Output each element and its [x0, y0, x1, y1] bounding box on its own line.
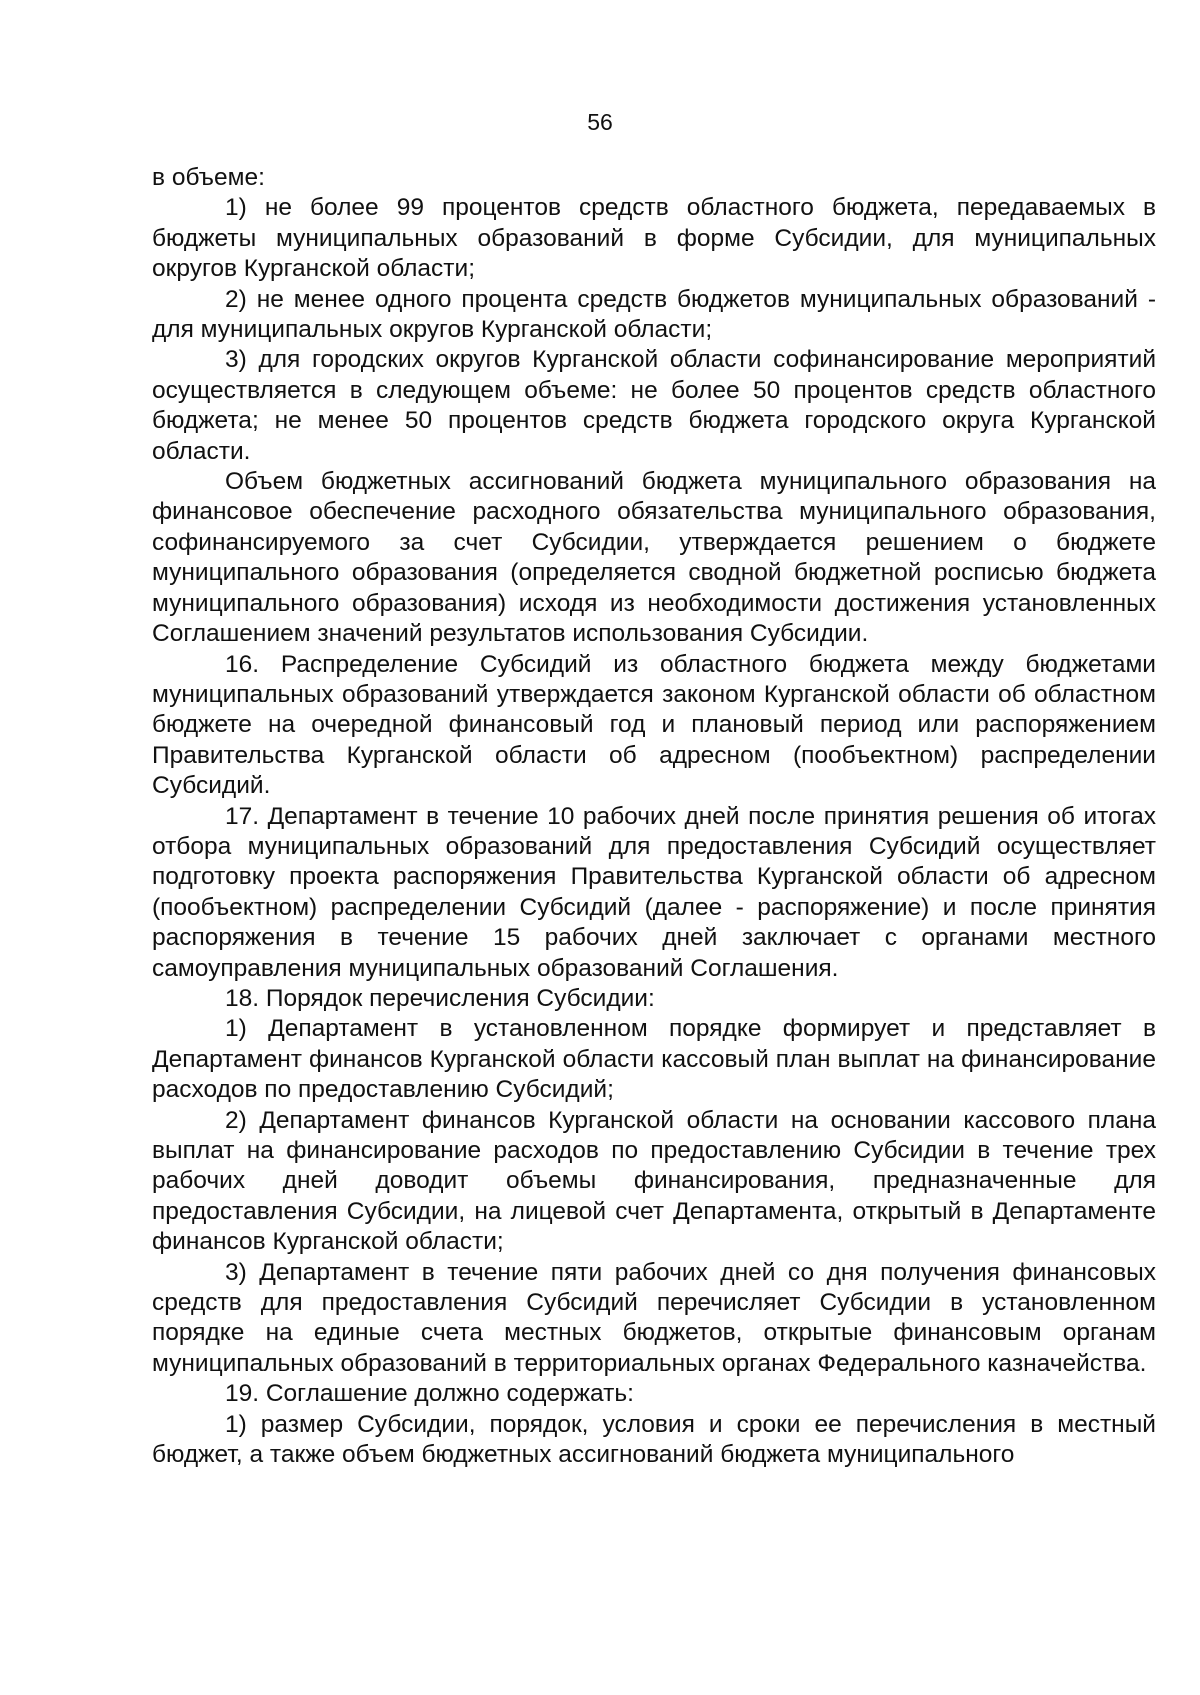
paragraph-section-17: 17. Департамент в течение 10 рабочих дней после принятия решения об итогах отбора муниципальных образований для предоставления Субсидий осуществляет подготовку проекта распоряжения Правительства Курганской области об адресном (пообъектном) распределении Субсидий (далее - распоряжение) и после принятия распоряжения в течение 15 рабочих дней заключает с органами местного самоуправления муниципальных образований Соглашения. — [152, 802, 1156, 982]
page-number: 56 — [587, 109, 613, 135]
paragraph-item-3: 3) для городских округов Курганской области софинансирование мероприятий осуществляется в следующем объеме: не более 50 процентов средств областного бюджета; не менее 50 процентов средств бюджета городского округа Курганской области. — [152, 346, 1156, 465]
paragraph-19-item-1: 1) размер Субсидии, порядок, условия и сроки ее перечисления в местный бюджет, а также объем бюджетных ассигнований бюджета муниципального — [152, 1410, 1156, 1469]
paragraph-section-16: 16. Распределение Субсидий из областного бюджета между бюджетами муниципальных образований утверждается законом Курганской области об областном бюджете на очередной финансовый год и плановый период или распоряжением Правительства Курганской области об адресном (пообъектном) распределении Субсидий. — [152, 650, 1156, 800]
document-body — [152, 163, 1156, 1470]
paragraph-intro: в объеме: — [152, 164, 265, 191]
paragraph-18-item-3: 3) Департамент в течение пяти рабочих дней со дня получения финансовых средств для предоставления Субсидий перечисляет Субсидии в установленном порядке на единые счета местных бюджетов, открытые финансовым органам муниципальных образований в территориальных органах Федерального казначейства. — [152, 1258, 1156, 1377]
paragraph-18-item-1: 1) Департамент в установленном порядке формирует и представляет в Департамент финансов Курганской области кассовый план выплат на финансирование расходов по предоставлению Субсидий; — [152, 1015, 1156, 1104]
paragraph-section-18: 18. Порядок перечисления Субсидии: — [225, 984, 655, 1012]
paragraph-item-2: 2) не менее одного процента средств бюджетов муниципальных образований - для муниципальных округов Курганской области; — [152, 285, 1156, 344]
paragraph-item-1: 1) не более 99 процентов средств областного бюджета, передаваемых в бюджеты муниципальных образований в форме Субсидии, для муниципальных округов Курганской области; — [152, 194, 1156, 283]
paragraph-18-item-2: 2) Департамент финансов Курганской области на основании кассового плана выплат на финансирование расходов по предоставлению Субсидии в течение трех рабочих дней доводит объемы финансирования, предназначенные для предоставления Субсидии, на лицевой счет Департамента, открытый в Департаменте финансов Курганской области; — [152, 1106, 1156, 1256]
paragraph-budget-volume: Объем бюджетных ассигнований бюджета муниципального образования на финансовое обеспечение расходного обязательства муниципального образования, софинансируемого за счет Субсидии, утверждается решением о бюджете муниципального образования (определяется сводной бюджетной росписью бюджета муниципального образования) исходя из необходимости достижения установленных Соглашением значений результатов использования Субсидии. — [152, 468, 1156, 648]
paragraph-section-19: 19. Соглашение должно содержать: — [225, 1380, 634, 1408]
